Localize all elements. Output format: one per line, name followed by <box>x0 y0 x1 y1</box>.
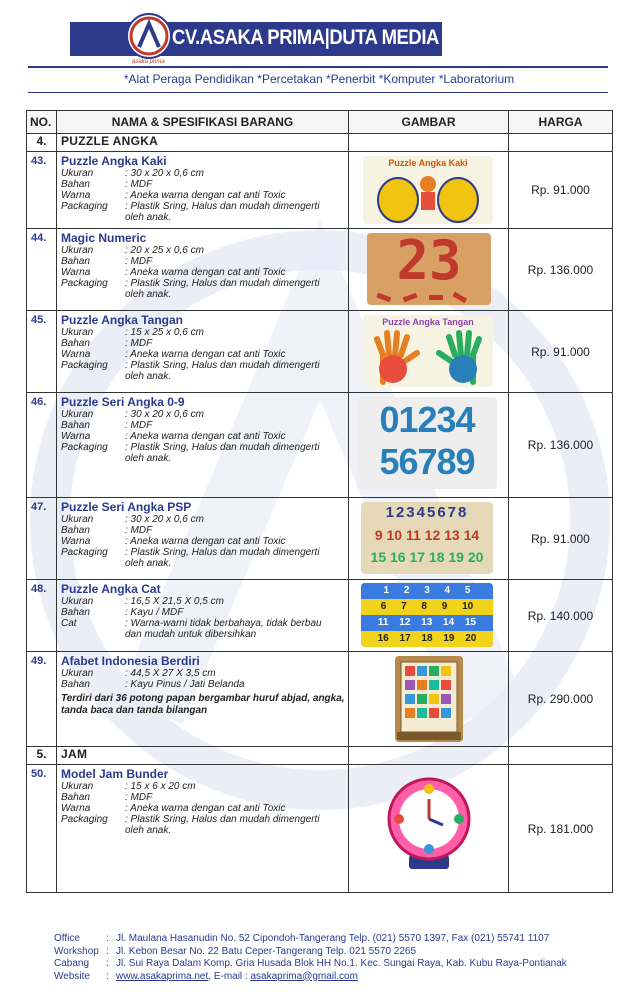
spec-key <box>61 825 125 836</box>
spec-key: Bahan <box>61 525 90 536</box>
spec-value: : Aneka warna dengan cat anti Toxic <box>125 349 286 360</box>
spec-key: Bahan <box>61 607 90 618</box>
product-image <box>357 397 497 489</box>
spec-list <box>61 668 348 690</box>
product-image <box>361 502 493 574</box>
spec-key <box>61 289 125 300</box>
image-caption: Puzzle Angka Tangan <box>382 317 474 327</box>
table-row <box>27 765 613 893</box>
workshop-address: Jl. Kebon Besar No. 22 Batu Ceper-Tangerang Telp. 021 5570 2265 <box>116 945 417 957</box>
table-row <box>27 652 613 747</box>
spec-key: Bahan <box>61 679 90 690</box>
spec-value: : 44,5 X 27 X 3,5 cm <box>125 668 216 679</box>
spec-key: Packaging <box>61 442 108 453</box>
spec-value: : MDF <box>125 525 153 536</box>
logo-subtitle: asaka prima <box>132 59 165 65</box>
spec-list <box>61 327 348 382</box>
footer-label: Office <box>54 933 80 944</box>
spec-key: Bahan <box>61 179 90 190</box>
page-footer <box>54 933 624 983</box>
item-price: Rp. 140.000 <box>509 580 613 652</box>
spec-key: Bahan <box>61 338 90 349</box>
table-row <box>27 393 613 498</box>
section-no: 5. <box>27 747 57 765</box>
item-no: 50. <box>27 765 57 893</box>
spec-key: Bahan <box>61 792 90 803</box>
product-image <box>361 583 493 647</box>
spec-value: : 30 x 20 x 0,6 cm <box>125 409 204 420</box>
product-image-cell <box>349 765 509 893</box>
item-price: Rp. 91.000 <box>509 311 613 393</box>
spec-value: dan mudah untuk dibersihkan <box>125 629 257 640</box>
spec-value: : Plastik Sring, Halus dan mudah dimengerti <box>125 442 320 453</box>
spec-list <box>61 514 348 569</box>
sticks-graphic <box>367 289 491 305</box>
magic-numeric-digits: 23 <box>396 233 462 292</box>
item-name: Puzzle Angka Kaki <box>61 154 167 168</box>
spec-key: Ukuran <box>61 514 94 525</box>
spec-value: : MDF <box>125 256 153 267</box>
product-image-cell <box>349 311 509 393</box>
spec-key: Packaging <box>61 360 108 371</box>
item-name: Afabet Indonesia Berdiri <box>61 654 200 668</box>
item-spec-cell <box>57 652 349 747</box>
spec-key: Warna <box>61 431 91 442</box>
section-no: 4. <box>27 134 57 152</box>
email-link[interactable]: asakaprima@gmail.com <box>250 970 358 982</box>
spec-list <box>61 596 348 640</box>
spec-value: oleh anak. <box>125 212 172 223</box>
spec-value: : 30 x 20 x 0,6 cm <box>125 514 204 525</box>
table-row <box>27 498 613 580</box>
spec-key: Warna <box>61 267 91 278</box>
spec-value: : Plastik Sring, Halus dan mudah dimengerti <box>125 201 320 212</box>
spec-value: : 20 x 25 x 0,6 cm <box>125 245 204 256</box>
product-image <box>367 233 491 305</box>
spec-value: : Kayu Pinus / Jati Belanda <box>125 679 245 690</box>
header-no: NO. <box>27 111 57 134</box>
section-empty <box>509 747 613 765</box>
item-no: 49. <box>27 652 57 747</box>
footer-label: Website <box>54 970 90 982</box>
product-image-cell <box>349 498 509 580</box>
item-note: Terdiri dari 36 potong papan bergambar huruf abjad, angka, tanda baca dan tanda bilangan <box>61 693 345 716</box>
item-price: Rp. 136.000 <box>509 393 613 498</box>
spec-key: Ukuran <box>61 168 94 179</box>
hand-puzzle-graphic <box>363 327 493 387</box>
spec-key: Ukuran <box>61 781 94 792</box>
spec-value: : Plastik Sring, Halus dan mudah dimengerti <box>125 360 320 371</box>
footer-colon: : <box>106 945 109 957</box>
item-spec-cell <box>57 498 349 580</box>
spec-value: : Aneka warna dengan cat anti Toxic <box>125 267 286 278</box>
spec-key: Packaging <box>61 201 108 212</box>
item-price: Rp. 290.000 <box>509 652 613 747</box>
email-label: , E-mail : <box>208 970 251 982</box>
branch-address: Jl. Sui Raya Dalam Komp. Gria Husada Blok HH No.1. Kec. Sungai Raya, Kab. Kubu Raya-Pontianak <box>116 958 567 969</box>
product-image-cell <box>349 229 509 311</box>
psp-row: 15 16 17 18 19 20 <box>370 549 484 565</box>
item-no: 43. <box>27 152 57 229</box>
footer-label: Cabang <box>54 958 90 969</box>
number-puzzle-digits: 01234 56789 <box>379 399 475 482</box>
product-image-cell <box>349 393 509 498</box>
item-spec-cell <box>57 229 349 311</box>
spec-key: Warna <box>61 536 91 547</box>
footer-colon: : <box>106 933 109 944</box>
item-price: Rp. 181.000 <box>509 765 613 893</box>
alphabet-board-graphic <box>395 656 463 742</box>
item-spec-cell <box>57 765 349 893</box>
section-empty <box>349 134 509 152</box>
spec-value: : MDF <box>125 338 153 349</box>
spec-list <box>61 168 348 223</box>
page-header <box>0 0 638 100</box>
item-spec-cell <box>57 311 349 393</box>
psp-row: 9 10 11 12 13 14 <box>374 527 480 543</box>
product-image-cell <box>349 580 509 652</box>
spec-key <box>61 371 125 382</box>
spec-key: Cat <box>61 618 77 629</box>
spec-key: Warna <box>61 803 91 814</box>
product-image <box>363 315 493 387</box>
paint-row: 16 17 18 19 20 <box>361 631 493 647</box>
office-address: Jl. Maulana Hasanudin No. 52 Cipondoh-Tangerang Telp. (021) 5570 1397, Fax (021) 55741 1107 <box>116 933 550 944</box>
foot-puzzle-graphic <box>363 168 493 224</box>
spec-value: oleh anak. <box>125 453 172 464</box>
company-logo <box>126 13 172 59</box>
spec-value: : Aneka warna dengan cat anti Toxic <box>125 431 286 442</box>
spec-value: oleh anak. <box>125 289 172 300</box>
footer-label: Workshop <box>54 945 99 957</box>
logo-a-icon <box>128 15 170 57</box>
paint-row: 11 12 13 14 15 <box>361 615 493 631</box>
paint-row: 1 2 3 4 5 <box>361 583 493 599</box>
spec-value: : Aneka warna dengan cat anti Toxic <box>125 190 286 201</box>
spec-value: : MDF <box>125 179 153 190</box>
product-image <box>363 156 493 224</box>
spec-key: Bahan <box>61 420 90 431</box>
spec-list <box>61 781 348 836</box>
section-empty <box>349 747 509 765</box>
item-no: 45. <box>27 311 57 393</box>
image-caption: Puzzle Angka Kaki <box>388 158 468 168</box>
item-spec-cell <box>57 580 349 652</box>
spec-value: : MDF <box>125 792 153 803</box>
section-empty <box>509 134 613 152</box>
spec-list <box>61 409 348 464</box>
item-spec-cell <box>57 152 349 229</box>
spec-value: : MDF <box>125 420 153 431</box>
spec-key: Warna <box>61 190 91 201</box>
website-link[interactable]: www.asakaprima.net <box>116 970 209 982</box>
product-image <box>395 656 463 742</box>
header-image: GAMBAR <box>349 111 509 134</box>
spec-value: oleh anak. <box>125 558 172 569</box>
item-price: Rp. 136.000 <box>509 229 613 311</box>
spec-value: : Warna-warni tidak berbahaya, tidak berbau <box>125 618 322 629</box>
header-name: NAMA & SPESIFIKASI BARANG <box>57 111 349 134</box>
spec-value: : 15 x 6 x 20 cm <box>125 781 196 792</box>
table-row <box>27 152 613 229</box>
section-title: PUZZLE ANGKA <box>57 134 349 152</box>
spec-list <box>61 245 348 300</box>
spec-key <box>61 629 125 640</box>
item-no: 44. <box>27 229 57 311</box>
header-price: HARGA <box>509 111 613 134</box>
table-row <box>27 229 613 311</box>
tagline: *Alat Peraga Pendidikan *Percetakan *Penerbit *Komputer *Laboratorium <box>123 72 515 86</box>
item-no: 47. <box>27 498 57 580</box>
table-header-row <box>27 111 613 134</box>
header-divider <box>28 66 608 68</box>
spec-key: Packaging <box>61 547 108 558</box>
spec-key: Ukuran <box>61 668 94 679</box>
product-image-cell <box>349 152 509 229</box>
spec-key <box>61 558 125 569</box>
spec-key: Warna <box>61 349 91 360</box>
footer-colon: : <box>106 958 109 969</box>
psp-row: 12345678 <box>385 504 469 521</box>
item-name: Puzzle Seri Angka PSP <box>61 500 192 514</box>
spec-value: : Plastik Sring, Halus dan mudah dimengerti <box>125 814 320 825</box>
spec-key: Ukuran <box>61 245 94 256</box>
spec-value: oleh anak. <box>125 825 172 836</box>
item-name: Puzzle Angka Cat <box>61 582 161 596</box>
spec-key: Packaging <box>61 814 108 825</box>
company-name: CV.ASAKA PRIMA|DUTA MEDIA GROUP <box>172 26 509 49</box>
item-price: Rp. 91.000 <box>509 152 613 229</box>
product-table <box>26 110 613 893</box>
item-no: 48. <box>27 580 57 652</box>
footer-colon: : <box>106 970 109 982</box>
spec-value: : Aneka warna dengan cat anti Toxic <box>125 803 286 814</box>
spec-value: : Kayu / MDF <box>125 607 184 618</box>
section-row <box>27 134 613 152</box>
spec-key: Ukuran <box>61 327 94 338</box>
spec-value: : 30 x 20 x 0,6 cm <box>125 168 204 179</box>
item-name: Puzzle Seri Angka 0-9 <box>61 395 185 409</box>
paint-row: 6 7 8 9 10 <box>361 599 493 615</box>
spec-value: : Plastik Sring, Halus dan mudah dimengerti <box>125 547 320 558</box>
item-price: Rp. 91.000 <box>509 498 613 580</box>
spec-key: Bahan <box>61 256 90 267</box>
spec-value: : Aneka warna dengan cat anti Toxic <box>125 536 286 547</box>
spec-key <box>61 453 125 464</box>
section-row <box>27 747 613 765</box>
spec-key: Ukuran <box>61 596 94 607</box>
spec-key: Packaging <box>61 278 108 289</box>
item-name: Magic Numeric <box>61 231 147 245</box>
spec-value: : 16,5 X 21,5 X 0,5 cm <box>125 596 224 607</box>
spec-value: : 15 x 25 x 0,6 cm <box>125 327 204 338</box>
item-name: Model Jam Bunder <box>61 767 169 781</box>
header-divider-2 <box>28 92 608 93</box>
spec-key: Ukuran <box>61 409 94 420</box>
item-no: 46. <box>27 393 57 498</box>
product-image-cell <box>349 652 509 747</box>
spec-value: : Plastik Sring, Halus dan mudah dimengerti <box>125 278 320 289</box>
spec-value: oleh anak. <box>125 371 172 382</box>
table-row <box>27 580 613 652</box>
item-spec-cell <box>57 393 349 498</box>
table-row <box>27 311 613 393</box>
clock-icon <box>379 773 479 873</box>
item-name: Puzzle Angka Tangan <box>61 313 184 327</box>
section-title: JAM <box>57 747 349 765</box>
spec-key <box>61 212 125 223</box>
